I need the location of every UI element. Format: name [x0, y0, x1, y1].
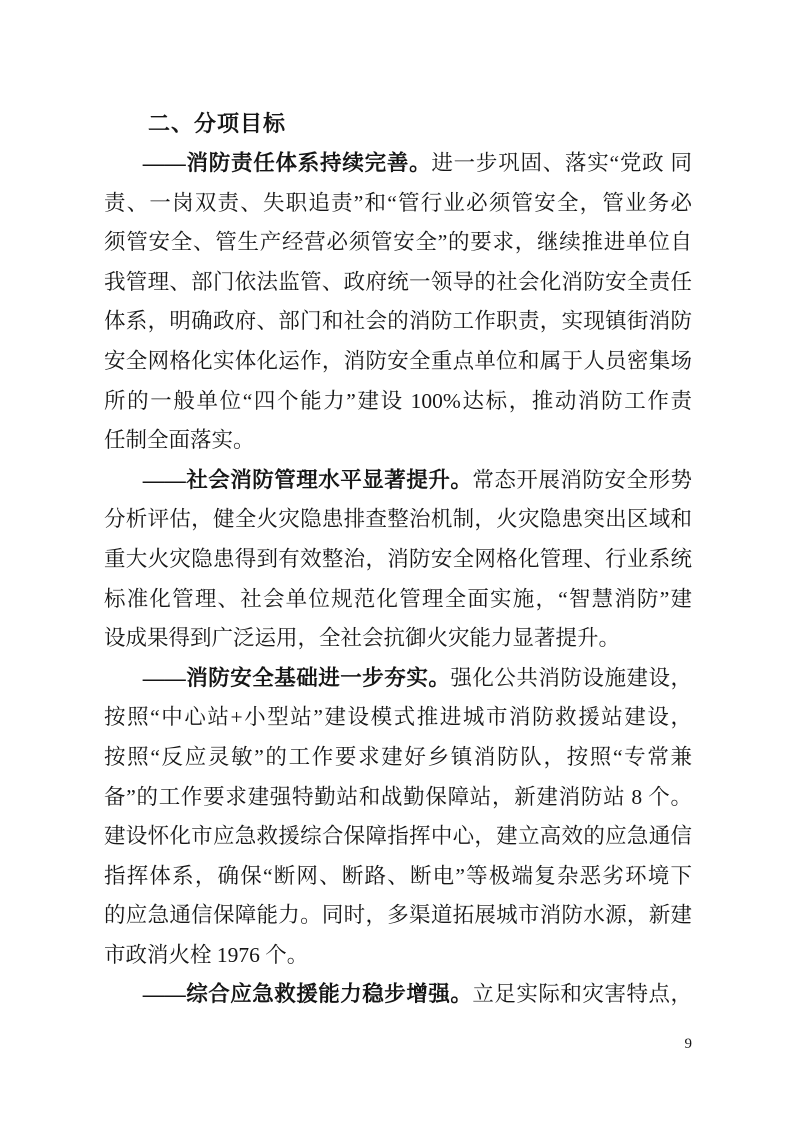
text-line: 体系，明确政府、部门和社会的消防工作职责，实现镇街消防 — [104, 309, 692, 334]
text-line: 任制全面落实。 — [104, 428, 255, 453]
text-line: 安全网格化实体化运作，消防安全重点单位和属于人员密集场 — [104, 348, 692, 373]
paragraph-lead-rest: 常态开展消防安全形势 — [472, 467, 692, 492]
text-line: 的应急通信保障能力。同时，多渠道拓展城市消防水源，新建 — [104, 903, 692, 928]
text-line: 备”的工作要求建强特勤站和战勤保障站，新建消防站 8 个。 — [104, 784, 692, 809]
paragraph — [104, 144, 692, 461]
text-line: 所的一般单位“四个能力”建设 100%达标，推动消防工作责 — [104, 388, 692, 413]
paragraph-lead: ——消防责任体系持续完善。 — [142, 151, 432, 175]
paragraph — [104, 461, 692, 659]
section-heading: 二、分项目标 — [148, 111, 287, 136]
text-line — [104, 975, 692, 1015]
text-line: 按照“反应灵敏”的工作要求建好乡镇消防队，按照“专常兼 — [104, 744, 692, 769]
text-line: 我管理、部门依法监管、政府统一领导的社会化消防安全责任 — [104, 269, 692, 294]
paragraph — [104, 975, 692, 1015]
text-line — [104, 144, 692, 184]
text-line: 责、一岗双责、失职追责”和“管行业必须管安全，管业务必 — [104, 190, 692, 215]
text-line: 须管安全、管生产经营必须管安全”的要求，继续推进单位自 — [104, 230, 692, 255]
paragraph — [104, 659, 692, 976]
text-line: 分析评估，健全火灾隐患排查整治机制，火灾隐患突出区域和 — [104, 507, 692, 532]
text-line: 建设怀化市应急救援综合保障指挥中心，建立高效的应急通信 — [104, 824, 692, 849]
text-line — [104, 659, 692, 699]
text-line — [104, 461, 692, 501]
document-body — [104, 104, 692, 1015]
paragraph-lead-rest: 强化公共消防设施建设， — [450, 665, 692, 690]
text-line: 指挥体系，确保“断网、断路、断电”等极端复杂恶劣环境下 — [104, 863, 692, 888]
paragraph-lead-rest: 立足实际和灾害特点， — [472, 982, 692, 1007]
text-line: 设成果得到广泛运用，全社会抗御火灾能力显著提升。 — [104, 626, 621, 651]
text-line: 按照“中心站+小型站”建设模式推进城市消防救援站建设， — [104, 705, 692, 730]
paragraph-lead: ——综合应急救援能力稳步增强。 — [142, 982, 473, 1007]
text-line: 重大火灾隐患得到有效整治，消防安全网格化管理、行业系统 — [104, 546, 692, 571]
paragraph-lead-rest: 进一步巩固、落实“党政 同 — [431, 151, 692, 175]
text-line: 市政消火栓 1976 个。 — [104, 942, 309, 967]
text-line: 标准化管理、社会单位规范化管理全面实施，“智慧消防”建 — [104, 586, 692, 611]
page-number: 9 — [684, 1036, 692, 1052]
paragraph-lead: ——社会消防管理水平显著提升。 — [142, 467, 473, 492]
paragraph-lead: ——消防安全基础进一步夯实。 — [142, 665, 451, 690]
